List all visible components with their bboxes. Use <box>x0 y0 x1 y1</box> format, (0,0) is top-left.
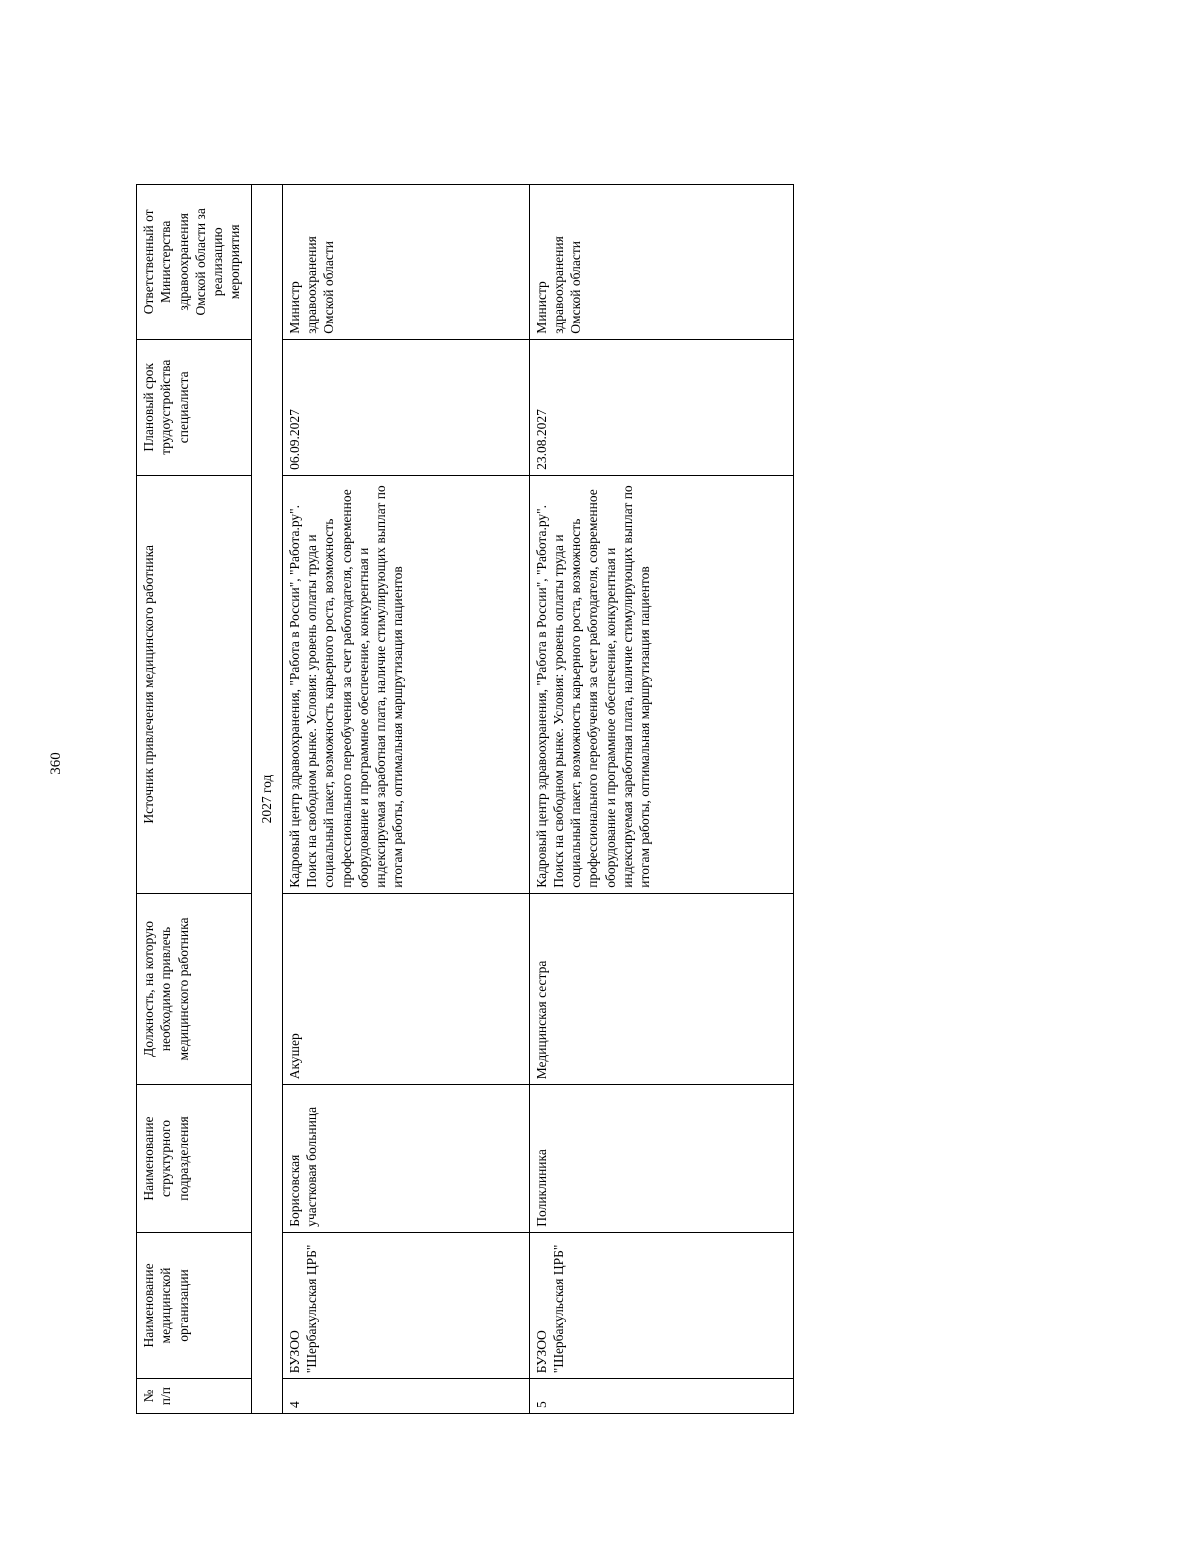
header-num: № п/п <box>137 1379 252 1414</box>
cell-source: Кадровый центр здравоохранения, "Работа в России", "Работа.ру". Поиск на свободном рынке. Условия: уровень оплаты труда и социальный пакет, возможность карьерного роста, возможность профессионального переобучения за счет работодателя, современное оборудование и программное обеспечение, конкурентная и индексируемая заработная плата, наличие стимулирующих выплат по итогам работы, оптимальная маршрутизация пациентов <box>529 475 793 893</box>
cell-position: Медицинская сестра <box>529 893 793 1085</box>
table-row <box>282 185 529 1414</box>
cell-num: 5 <box>529 1379 793 1414</box>
header-position: Должность, на которую необходимо привлечь медицинского работника <box>137 893 252 1085</box>
cell-num: 4 <box>282 1379 529 1414</box>
table-row <box>529 185 793 1414</box>
cell-org: БУЗОО "Шербакульская ЦРБ" <box>529 1232 793 1378</box>
year-label: 2027 год <box>251 185 282 1414</box>
header-date: Плановый срок трудоустройства специалиста <box>137 339 252 475</box>
header-source: Источник привлечения медицинского работника <box>137 475 252 893</box>
cell-division: Борисовская участковая больница <box>282 1085 529 1232</box>
header-responsible: Ответственный от Министерства здравоохранения Омской области за реализацию мероприятия <box>137 185 252 340</box>
header-org: Наименование медицинской организации <box>137 1232 252 1378</box>
cell-source: Кадровый центр здравоохранения, "Работа в России", "Работа.ру". Поиск на свободном рынке. Условия: уровень оплаты труда и социальный пакет, возможность карьерного роста, возможность профессионального переобучения за счет работодателя, современное оборудование и программное обеспечение, конкурентная и индексируемая заработная плата, наличие стимулирующих выплат по итогам работы, оптимальная маршрутизация пациентов <box>282 475 529 893</box>
table-header-row <box>137 185 252 1414</box>
table-container <box>136 184 794 1414</box>
page-number <box>46 748 66 778</box>
cell-responsible: Министр здравоохранения Омской области <box>529 185 793 340</box>
cell-org: БУЗОО "Шербакульская ЦРБ" <box>282 1232 529 1378</box>
page-number-text: 360 <box>47 751 64 775</box>
year-row <box>251 185 282 1414</box>
cell-position: Акушер <box>282 893 529 1085</box>
header-division: Наименование структурного подразделения <box>137 1085 252 1232</box>
cell-responsible: Министр здравоохранения Омской области <box>282 185 529 340</box>
cell-division: Поликлиника <box>529 1085 793 1232</box>
cell-date: 23.08.2027 <box>529 339 793 475</box>
cell-date: 06.09.2027 <box>282 339 529 475</box>
staffing-table <box>136 184 794 1414</box>
